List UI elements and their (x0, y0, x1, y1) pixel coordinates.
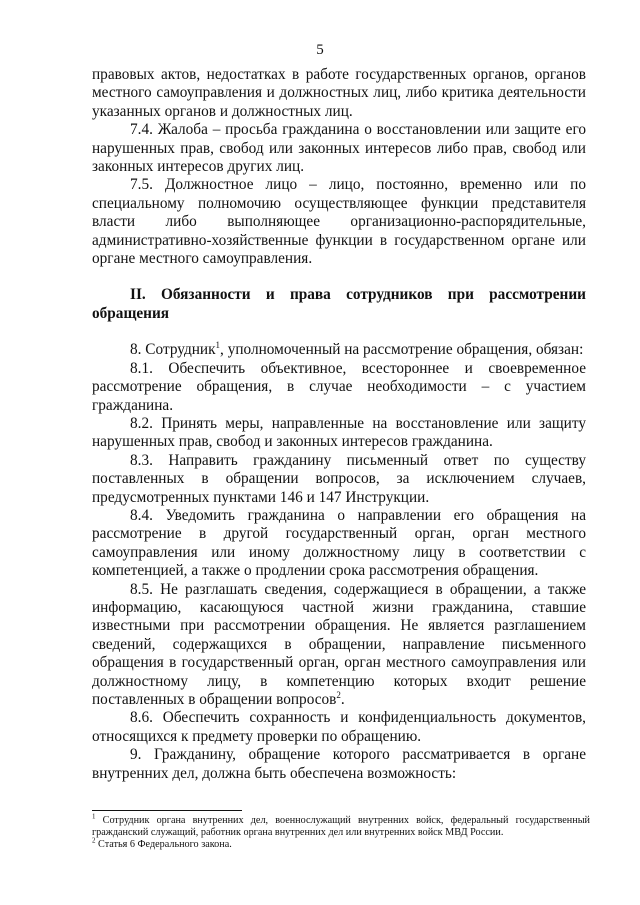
paragraph-8-3: 8.3. Направить гражданину письменный ответ по существу поставленных в обращении вопросов, за исключением случаев, предусмотренных пунктами 146 и 147 Инструкции. (92, 451, 586, 506)
paragraph-8-text: 8. Сотрудник (130, 341, 216, 359)
footnote-1-text: Сотрудник органа внутренних дел, военнослужащий внутренних войск, федеральный государственный гражданский служащий, работник органа внутренних дел или внутренних войск МВД России. (92, 815, 590, 839)
footnotes (92, 810, 590, 852)
paragraph-8-1: 8.1. Обеспечить объективное, всестороннее и своевременное рассмотрение обращения, в случае необходимости – с участием гражданина. (92, 359, 586, 414)
footnote-2 (92, 839, 590, 851)
paragraph-8-2: 8.2. Принять меры, направленные на восстановление или защиту нарушенных прав, свобод и законных интересов гражданина. (92, 414, 586, 451)
spacer (92, 268, 586, 286)
footnote-1 (92, 812, 590, 839)
paragraph-9: 9. Гражданину, обращение которого рассматривается в органе внутренних дел, должна быть обеспечена возможность: (92, 746, 586, 782)
footnote-1-mark: 1 (92, 812, 96, 821)
footnote-ref-2: 2 (336, 689, 341, 700)
spacer (92, 323, 586, 341)
footnote-divider (92, 810, 242, 811)
document-body (92, 66, 586, 783)
paragraph-8-4: 8.4. Уведомить гражданина о направлении его обращения на рассмотрение в другой государственный орган, орган местного самоуправления или иному должностному лицу в соответствии с компетенцией, а также о продлении срока рассмотрения обращения. (92, 506, 586, 580)
paragraph-intro: правовых актов, недостатках в работе государственных органов, органов местного самоуправления и должностных лиц, либо критика деятельности указанных органов и должностных лиц. (92, 66, 586, 120)
footnote-2-text: Статья 6 Федерального закона. (95, 839, 232, 851)
page-number: 5 (316, 42, 324, 58)
footnote-ref-1: 1 (215, 340, 221, 351)
paragraph-8-5-end: . (340, 691, 345, 708)
section-heading: II. Обязанности и права сотрудников при рассмотрении обращения (92, 286, 586, 322)
paragraph-7-4: 7.4. Жалоба – просьба гражданина о восстановлении или защите его нарушенных прав, свобод или законных интересов либо прав, свобод или законных интересов других лиц. (92, 121, 586, 176)
paragraph-8-6: 8.6. Обеспечить сохранность и конфиденциальность документов, относящихся к предмету проверки по обращению. (92, 709, 586, 745)
paragraph-8 (92, 341, 586, 359)
paragraph-7-5: 7.5. Должностное лицо – лицо, постоянно, временно или по специальному полномочию осуществляющее функции представителя власти либо выполняющее организационно-распорядительные, административно-хозяйственные функции в государственном органе или органе местного самоуправления. (92, 176, 586, 268)
paragraph-8-5 (92, 581, 586, 710)
paragraph-8-text-end: , уполномоченный на рассмотрение обращения, обязан: (220, 341, 584, 359)
paragraph-8-5-text: 8.5. Не разглашать сведения, содержащиеся в обращении, а также информацию, касающуюся частной жизни гражданина, ставшие известными при рассмотрении обращения. Не является разглашением сведений, содержащихся в обращении, направление письменного обращения в государственный орган, орган местного самоуправления или должностному лицу, в компетенцию которых входит решение поставленных в обращении вопросов (92, 580, 586, 708)
footnote-2-mark: 2 (92, 837, 96, 846)
